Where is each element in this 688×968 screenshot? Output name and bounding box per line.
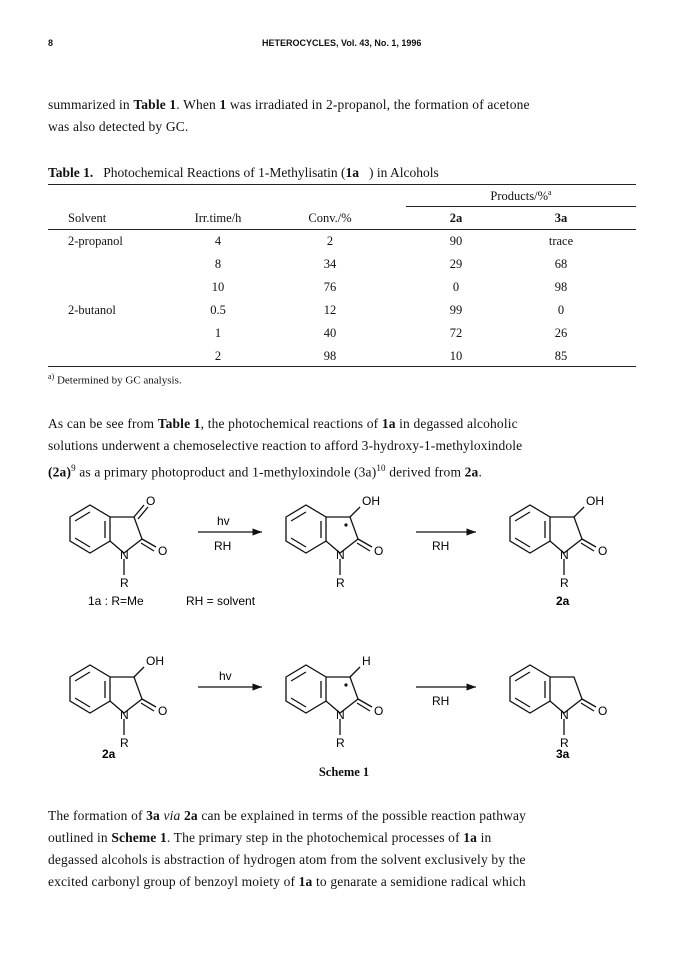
compound-ref: 3a — [146, 808, 160, 823]
col-header-solvent: Solvent — [68, 211, 107, 225]
page-number: 8 — [48, 38, 54, 48]
table-cell: trace — [548, 234, 574, 248]
group-header-rule — [406, 206, 636, 207]
table-cell: 72 — [449, 326, 463, 340]
table-title: ) in Alcohols — [368, 165, 439, 180]
running-header: HETEROCYCLES, Vol. 43, No. 1, 1996 — [262, 38, 422, 48]
intro-text: summarized in — [48, 97, 130, 112]
results-paragraph — [48, 413, 638, 484]
paragraph-text: solutions underwent a chemoselective reaction to afford 3-hydroxy-1-methyloxindole — [48, 438, 523, 453]
paragraph-text: in degassed alcoholic — [399, 416, 518, 431]
atom-label: N — [336, 708, 345, 722]
scheme-reference: Scheme 1 — [111, 830, 167, 845]
paragraph-text: degassed alcohols is abstraction of hydrogen atom from the solvent exclusively by the — [48, 852, 526, 867]
paragraph-text: derived from — [385, 464, 462, 480]
structure-3a — [510, 665, 607, 750]
table-cell: 68 — [554, 257, 568, 271]
arrow-label: RH — [432, 539, 450, 553]
atom-label: N — [120, 548, 129, 562]
table-title-compound: 1a — [345, 165, 359, 180]
compound-label-1a: 1a : R=Me — [88, 594, 144, 608]
group-header-text: Products/% — [490, 189, 549, 204]
intro-text: was irradiated in 2-propanol, the formation of acetone — [229, 97, 530, 112]
table-cell: 2 — [214, 349, 222, 363]
paragraph-text: can be explained in terms of the possible reaction pathway — [201, 808, 527, 823]
arrow-label: RH — [432, 694, 450, 708]
atom-label: N — [560, 708, 569, 722]
paragraph-text: . The primary step in the photochemical processes of — [166, 830, 460, 845]
citation: 9 — [71, 463, 76, 473]
table-cell: 12 — [323, 303, 337, 317]
solvent-note: RH = solvent — [186, 594, 256, 608]
col-header-irr-time: Irr.time/h — [194, 211, 242, 225]
atom-label: R — [120, 576, 129, 590]
compound-ref: 2a — [183, 808, 198, 823]
structure-radical-intermediate — [286, 495, 383, 590]
col-header-2a: 2a — [449, 211, 463, 225]
table-cell: 10 — [449, 349, 463, 363]
table-label: Table 1. — [48, 165, 94, 180]
atom-label: R — [560, 736, 569, 750]
table-cell: 2-butanol — [68, 303, 116, 317]
atom-label: R — [336, 736, 345, 750]
table-cell: 29 — [449, 257, 463, 271]
paragraph-text: to genarate a semidione radical which — [316, 874, 526, 889]
table-cell: 8 — [214, 257, 222, 271]
group-header — [490, 188, 551, 204]
compound-ref: 1a — [381, 416, 396, 431]
atom-label: N — [336, 548, 345, 562]
arrow-label: RH — [214, 539, 232, 553]
paragraph-text: via — [163, 808, 181, 823]
col-header-3a: 3a — [554, 211, 568, 225]
compound-ref: (2a) — [48, 464, 72, 480]
reaction-arrow — [416, 532, 476, 553]
table-reference: Table 1 — [157, 416, 201, 431]
footnote-text: Determined by GC analysis. — [56, 374, 182, 387]
atom-label: H — [362, 654, 371, 668]
table-cell: 85 — [554, 349, 568, 363]
atom-label: N — [120, 708, 129, 722]
table-cell: 1 — [214, 326, 222, 340]
discussion-paragraph — [48, 805, 638, 893]
table-cell: 2-propanol — [68, 234, 123, 248]
paragraph-text: As can be see from — [48, 416, 155, 431]
table-cell: 40 — [323, 326, 337, 340]
arrow-label: hv — [217, 514, 230, 528]
structure-2a-row2 — [70, 654, 167, 750]
atom-label: O — [146, 495, 156, 508]
paragraph-text: outlined in — [48, 830, 108, 845]
intro-text: was also detected by GC. — [48, 119, 189, 134]
table-title: Photochemical Reactions of 1-Methylisatin ( — [103, 165, 346, 180]
citation: 10 — [376, 463, 386, 473]
compound-ref: 1a — [298, 874, 313, 889]
structure-1a — [70, 495, 167, 590]
table-reference: Table 1 — [133, 97, 177, 112]
atom-label: R — [560, 576, 569, 590]
intro-text: . When — [176, 97, 216, 112]
structure-2a — [510, 495, 607, 590]
table-cell: 98 — [554, 280, 568, 294]
atom-label: R — [336, 576, 345, 590]
table-footnote — [48, 372, 182, 387]
table-cell: 98 — [323, 349, 337, 363]
table-cell: 34 — [323, 257, 337, 271]
atom-label: N — [560, 548, 569, 562]
structure-radical-intermediate-2 — [286, 654, 383, 750]
table-cell: 90 — [449, 234, 463, 248]
paragraph-text: in — [480, 830, 492, 845]
atom-label: OH — [146, 654, 164, 668]
paragraph-text: excited carbonyl group of benzoyl moiety of — [48, 874, 296, 889]
compound-label-2a: 2a — [102, 747, 116, 761]
reaction-arrow — [198, 514, 262, 553]
table-cell: 76 — [323, 280, 337, 294]
group-header-sup: a — [548, 188, 552, 197]
compound-label-3a: 3a — [556, 747, 570, 761]
paragraph-text: , the photochemical reactions of — [200, 416, 379, 431]
paragraph-text: The formation of — [48, 808, 143, 823]
table-cell: 99 — [449, 303, 463, 317]
table-bottom-rule — [48, 366, 636, 367]
atom-label: OH — [362, 495, 380, 508]
scheme-title: Scheme 1 — [318, 765, 370, 779]
table-cell: 10 — [211, 280, 225, 294]
compound-ref: 1 — [219, 97, 227, 112]
reaction-arrow — [416, 687, 476, 708]
table-top-rule — [48, 184, 636, 185]
table-caption — [48, 165, 439, 181]
table-cell: 26 — [554, 326, 568, 340]
scheme-1-diagram — [0, 495, 688, 763]
paragraph-text: as a primary photoproduct and 1-methyloxindole (3a) — [75, 464, 377, 480]
atom-label: OH — [586, 495, 604, 508]
atom-label: R — [120, 736, 129, 750]
atom-label: O — [598, 704, 608, 718]
intro-paragraph — [48, 94, 638, 138]
footnote-mark: a) — [48, 372, 55, 381]
col-header-conv: Conv./% — [308, 211, 352, 225]
arrow-label: hv — [219, 669, 232, 683]
reaction-arrow — [198, 669, 262, 687]
table-cell: 4 — [214, 234, 222, 248]
atom-label: O — [598, 544, 608, 558]
table-cell: 0 — [452, 280, 460, 294]
atom-label: O — [158, 704, 168, 718]
header-bottom-rule — [48, 229, 636, 230]
table-cell: 0 — [557, 303, 565, 317]
compound-ref: 1a — [463, 830, 478, 845]
compound-ref: 2a — [464, 464, 479, 480]
paragraph-text: . — [478, 464, 482, 480]
table-cell: 0.5 — [210, 303, 226, 317]
compound-label-2a: 2a — [556, 594, 570, 608]
atom-label: O — [158, 544, 168, 558]
atom-label: O — [374, 544, 384, 558]
table-cell: 2 — [326, 234, 334, 248]
atom-label: O — [374, 704, 384, 718]
